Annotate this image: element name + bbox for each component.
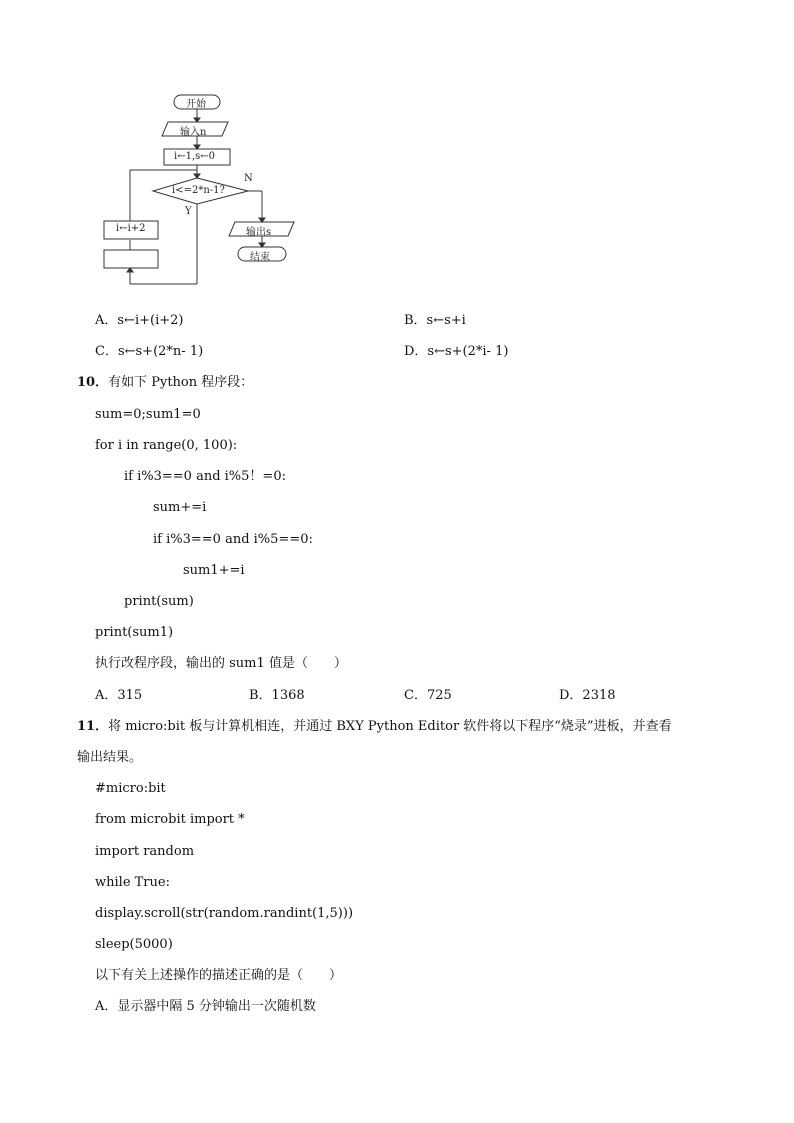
q10-stem [77,375,253,391]
q11-code-line-4: while True: [95,875,170,890]
q11-code-line-5: display.scroll(str(random.randint(1,5))) [95,906,354,921]
q10-code-line-1: sum=0;sum1=0 [95,407,201,422]
q9-option-c: C．s←s+(2*n- 1) [95,344,204,359]
q10-option-c: C．725 [404,688,452,703]
flow-init: i←1,s←0 [174,151,215,162]
flowchart [98,86,308,286]
q10-stem-text: 有如下 Python 程序段： [108,375,254,390]
q9-option-b: B．s←s+i [404,313,466,328]
q10-code-line-2: for i in range(0, 100): [95,438,238,453]
flow-no-label: N [244,173,253,184]
q9-option-a: A．s←i+(i+2) [95,313,184,328]
q10-code-line-8: print(sum1) [95,625,174,640]
flow-yes-label: Y [185,206,192,217]
q10-option-d: D．2318 [559,688,616,703]
flow-start: 开始 [186,99,206,110]
flow-output: 输出s [246,227,272,238]
q10-option-b: B．1368 [249,688,305,703]
q11-code-line-1: #micro:bit [95,781,166,796]
q10-code-line-4: sum+=i [153,500,207,515]
q11-stem-line-2: 输出结果。 [77,750,143,765]
q10-code-line-5: if i%3==0 and i%5==0: [153,532,313,547]
q11-prompt: 以下有关上述操作的描述正确的是（ ） [95,968,343,983]
q11-number: 11． [77,719,109,734]
q10-number: 10． [77,375,109,390]
flow-condition: i<=2*n-1? [172,185,225,196]
flow-increment: i←i+2 [116,223,146,234]
q10-code-line-7: print(sum) [124,594,194,609]
q10-code-line-6: sum1+=i [183,563,245,578]
q11-stem-text: 将 micro:bit 板与计算机相连，并通过 BXY Python Editor 软件将以下程序“烧录”进板，并查看 [108,719,672,734]
q10-code-line-3: if i%3==0 and i%5！=0: [124,469,286,484]
flow-end: 结束 [250,252,270,263]
q9-option-d: D．s←s+(2*i- 1) [404,344,509,359]
q11-code-line-2: from microbit import * [95,812,245,827]
q11-code-line-3: import random [95,844,195,859]
q11-code-line-6: sleep(5000) [95,937,173,952]
flow-input: 输入n [180,127,207,138]
q11-stem-line-1 [77,719,672,735]
q11-option-a: A．显示器中隔 5 分钟输出一次随机数 [95,999,316,1014]
q10-option-a: A．315 [95,688,143,703]
q10-prompt: 执行改程序段，输出的 sum1 值是（ ） [95,656,347,671]
